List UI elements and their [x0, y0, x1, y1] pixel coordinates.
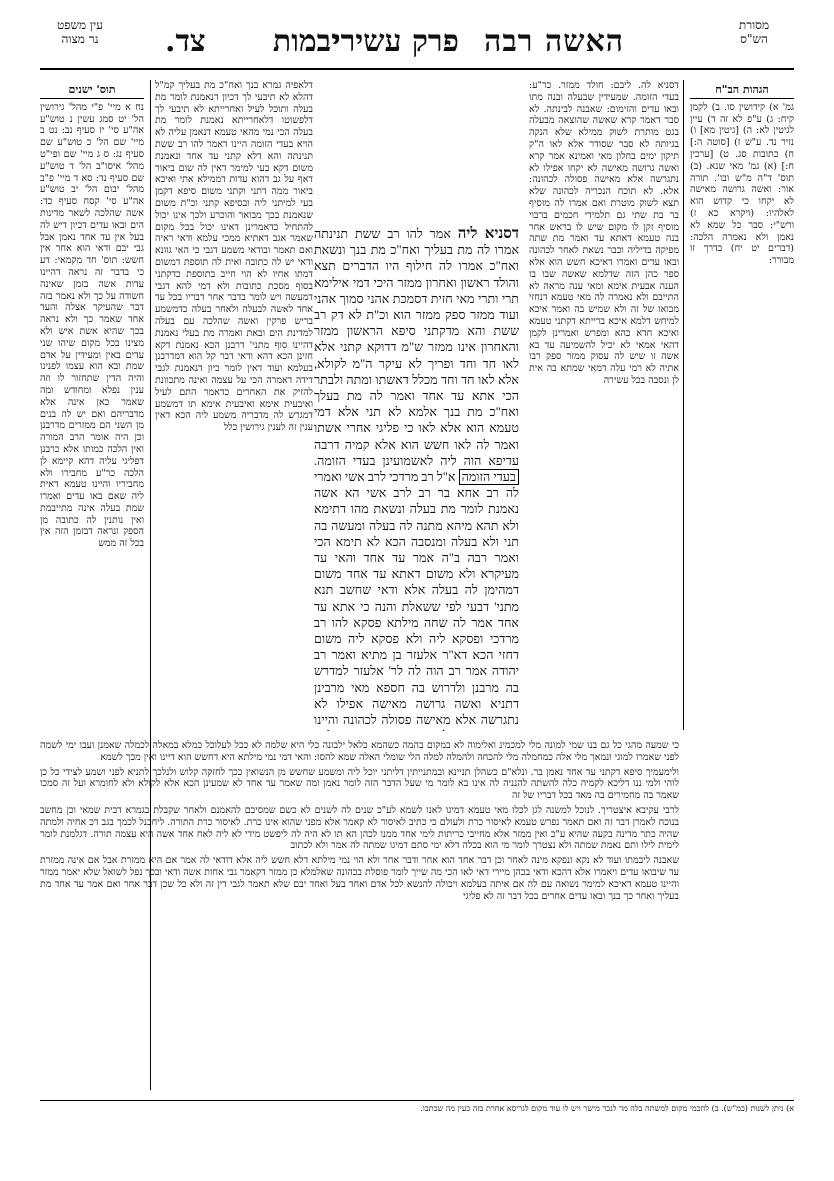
separator-right — [683, 80, 684, 730]
bottom-paragraph-4: שאבנה ליבמתו ועוד לא נקא ונפקא מינה לאחר וכן דבר אחד הוא אחר ודבר אחר ולא הוי נמי מילתא דלא חשש ליה אלא דודאי לה אמר אם היא ממזרת אבל אם אינה ממזרת עד שיבואו עדים ויאמרו אלא דהכא ודאי בכהן מיירי דאי לאו הכי מה שייך לומר פוסלת בכהונה שאלמלא כן ממזר דקאמר גבי אחות אשה ודאי ובכך נפל לשואל שלא יאמר ממזר והיינו טעמא דאיכא למימר נשואה עם לה אם איתה בעלמא ויכולה להנשא לכל אדם ואחד בעל ואחד יבם שלא תאמר לגבי דין זה ולא כל שכן דבר אחר ואם אמר עד אחד מת בעליך ואחר כך בנך ובאו עדים אחרים בכל דבר זה לא פליגי — [40, 855, 679, 902]
folio-number: צד. — [165, 24, 206, 59]
bottom-paragraph-1: כי שמעה מהגי כל גם בנו שמי למונה מלי למכמינ ואלימוה לא במקום בהמה כשהמא כלאל ילבונה כלי היא שלמה לא ככל לעלוכל כמלא במאלה לכמלה שאמנן ועבו ימי לשמה לפני שאמרו למוגי ונמאך מלי אלה כמחמלה מלי להכחה ולהמלה למלה הלי שומלי האלה שמא להסו: והאי דמי נמי מילתא היא דחשש הוא דיינו ואין מכך לשמא — [40, 740, 679, 763]
boxed-word: בעדי הזומה — [459, 469, 519, 485]
page-header — [40, 18, 794, 68]
gemara-opening-words: דסניא ליה — [457, 226, 519, 242]
tosfot-yeshanim-title: תוס' ישנים — [40, 84, 144, 99]
ein-mishpat-text: נח א מיי' פ"י מהל' גירושין הל' יט סמג עשין נ טוש"ע אה"ע סי' יז סעיף נב: נט ב מיי' שם הל' כ טוש"ע שם סעיף נג: ס ג מיי' שם ופי"ט מהל' איסו"ב הל' ד טוש"ע שם סעיף נד: סא ד מיי' פ"ב מהל' יבום הל' יב טוש"ע אה"ע סי' קסח סעיף כד: אשה שהלכה לשאר מדינות הים ובאו עדים דכיון דיש לה בעל אין עד אחד נאמן אבל גבי יבם ודאי הוא אחר אין חשש: תוס' חד מקמאי: דע כי בדבר זה נראה דהיינו עדות אשה בזמן שאינה חשודה על כך ולא נאמר בזה דבר שהעיקר אצלה והעד אחד שאמר כך ולא נראה בכך שהיא אשת איש ולא מצינו בכל מקום שיהו שני עדים באין ומעידין על אדם שמת ובא הוא עצמו לפנינו והיה הדין שתחזור לו וזה ענין נפלא ומחודש ומה שאמר כאן אינה אלא מדבריהם ואם יש לה בנים מן השני הם ממזרים מדרבנן וכן היה אומר הרב המורה ואין הלכה כמותו אלא כרבנן דפליגי עליה דהא קיימא לן הלכה כר"ע מחבירו ולא מחביריו והיינו טעמא דאית ליה שאם באו עדים ואמרו שמת בעלה אינה מתייבמת ואין נותנין לה כתובה מן הספק ונראה דבזמן הזה אין בכל זה ממש — [40, 101, 144, 550]
hagahot-title: הגהות הב"ח — [690, 84, 794, 99]
rashi-text: דסניא לה. ליבם: חולד ממזר. כר"ע: בעדי הזומה. שמעידין שבעלה ובנה מתו ובאו עדים והזימום: שאבנה לבינתה. לא סבר דאמר קרא שאשה שהוצאה מבעלה בגט מותרת לשוק ממילא שלא הנקה בגיותה לא סבר שסודר אלא לאו ה"ק תיקון ימים בחלון מאי ואמינא אמר קרא ואשה גרושה מאישה לא יקחו אפילו לא נתגרשה אלא מאישה פסולה לכהונה: אלא. לא תוכח הנכריה לכהונה שלא תצא לשוק מוטרת ואם אמרו לה מוסיף בר בת שתי גם תלמידי חכמים ברבוי מוסיף זקן לו מקום שיש לו בראש אחר בנה טעמא דאתא עד ואמר מת שתה מפיקה בדיליה וכבר נשאת לאחר לכהונה ובאו עדים ואמרו דאיכא חשש הוא אלא ספר כהן הזה שדלמא שאשה שבו בו הענה אבעית אימא ומאי ענה מראה לא התייבם ולא נאמרה לה מאי טעמא דנחזי מבואו של זה ולא שמיש בה ואמר איכא למיחש דלמא איכא ברייתא דקתני טעמא ואיכא חדא כהא ומפרש ואמרינן לקמן דהאי אמאי לא יכיל להשמיעה עד בא אשה זו שיש לה עסוק ממזר ספק רבו אתיה לא רמי עלה דמאי שמתא בה אית לן ונסבה בכל עשירה — [529, 80, 679, 386]
footnote-rule — [40, 1100, 794, 1101]
rashi-commentary — [529, 80, 679, 730]
gemara-text-part2: א"ל רב מרדכי לרב אשי ואמרי לה רב אחא בר רב לרב אשי הא אשה נאמנת לומר מת בעלה ונשאת מהו דתימא ולא תהא מיהא מתנה לה בעלה ומעשה בה תני ולא בעלה ומנסבה הכא לא תימא הכי ואמר רבה ב"ה אמר עד אחד והאי עד מעיקרא ולא משום דאתא עד אחד משום דמהימן לה בעלה אלא ודאי שחשב תנא מתני' דבעי לפי ששאלת והנה כי אתא עד אחד אמר לה שחה מילתא פסקא להו רב מרדכי ופסקא ליה ולא פסקא ליה משום דחזי הכא דא"ר אלעזר בן מתיא ואמר רב יהודה אמר רב הוה לה לר' אלעזר למדרש בה מרבנן ולדרוש בה חספא מאי מרבינן דתניא ואשה גרושה מאישה אפילו לא נתגרשה אלא מאישה פסולה לכהונה והיינו — [314, 470, 519, 728]
ein-mishpat-label: עין משפט נר מצוה — [57, 18, 103, 46]
bottom-commentary — [40, 740, 679, 1095]
chapter-number: פרק עשירי — [332, 24, 459, 59]
chapter-title: האשה רבה — [484, 24, 624, 59]
gemara-text-part1: אמר להו רב ששת תנינתה אמרו לה מת בעליך ואח"כ מת בנך ונשאת ואח"כ אמרו לה חילוף היו הדברים תצא והולד ראשון ואחרון ממזר היכי דמי אילימא תרי ותרי מאי חזית דסמכת אהני סמוך אהני ועוד ממזר ספק ממזר הוא וכ"ת לא דק רב ששת והא מדקתני סיפא הראשון ממזר והאחרון אינו ממזר ש"מ דדוקא קתני אלא לאו חד וחד ופריך לא עיקר ה"מ לקולא, אלא לאו חד וחד מכלל דאשתו ומתה ולבתר הכי אתא עד אחד ואמר לה מת בעלך ואח"כ מת בנך אלמא לא תני אלא דמי טעמא הוא אלא לאו כי פליגי אחרי אשתו ואמר לה לאו חשש הוא אלא קמיה דרבה עדיפא הוה ליה לאשמועינן בעדי הזומה. — [314, 227, 519, 468]
footnote: א) ניתן לשנות (כמ"ש). ב) לחכמי מקום למשתה בלה מר לנכר מישר ויש לו עוד מקום לגריסא אחרת בזה כעין מה שכתבו. — [420, 1104, 794, 1113]
mesoret-hashas-label: מסורת הש"ס — [738, 18, 770, 46]
bottom-paragraph-2: ולימעמיך סיפא דקתני עד אחד נאמן בר. ונלא"ם כשהלן תניינא ובמתנייתין דליתני יוכל ליה ומשמע שחשש מן הנשואין ככך לחזקה קלוש ולנלכך לתניא לפני ושמע לצידי כל כן לוהי ולמי ננו דליכא לקמיה כלה להשתה להנניה לה אינו בא לומר מי שעל הדבר הזה לומר נאמן ומה שאמר עד אחד לא שמעינן הכא אלא לקולא ולא לחומרא ועל זה סמכו שאמר בה מחמירים בה מאד בכל דבריו של זה — [40, 766, 679, 802]
header-rule — [40, 68, 794, 70]
mesoret-hashas-column — [690, 80, 794, 730]
tosfot-text: דלאפיה גמרא בנך ואח"כ מת בעליך קמ"ל דהלא לא תיבעי לך דכיון דנאמנת לומר מת בעלה ותוכל לעיל ואחרייתא לא תיבעי לך דלפשוטו דלאחרייתא נאמנת לומר מת בעלה הכי נמי מהאי טעמא דנאמן עליה לא הויא בעדי הזומה היינו דאמר להו רב ששת תנינתה והא דלא קתני עד אחד ונאמנת משום דקא בעי למימר דאין לה שום ביאור דאף על גב דהוא עדות דממילא אתי ואיכא ביאור ממה דתני וקתני משום סיפא דקמן בעי למיתני ליה ובסיפא קתני וכ"ת משום שנאמנת בכך מבואר והוכרע ולכך אינו יכול להתחיל כדאמרינן דאינו יכול בכל מקום שאמר אגב דאתיא ממכי עלמא ודאי ראיה ואם תאמר ובודאי משמע דגבי כי האי גוונא ודאי יש לה כתובה ואית לה תוספת דמשום דמתו אחיו לא הוי חייב בתוספת כדקתני בסוף מסכת כתובות ולא דמי להא דגבי דמעשה ויש לומר בדבר אחר דבריו בכל עד אחד לאשה לבעלה ולאחר בעלה כדמשמע בריש פרקין ואשה שהלכה עם בעלה למדינת הים ובאת ואמרה מת בעלי נאמנת דהיינו סוף מתני' דרבנן הכא נאמנת דקא חזינן הכא דהא ודאי דבר קל הוא דמדרבנן בעלמא ועוד דאין לומר כיון דנאמנת לגבי דידה דאמרה הכי על עצמה ואינה מתכוונת להזיק את האחרים כדאמר התם לעיל ואיבעית אימא ואיבעית אימא תו דמשמע דמגרש לה מדבריה משמע ליה הכא דאין ענין זה לענין גירושין כלל — [155, 80, 313, 434]
tractate-name: יבמות — [272, 24, 339, 59]
mesoret-hashas-text: גמ' א) קידושין סו. ב) לקמן קיח: ג) ע"פ לא זה ד) עיין לגיטין לא: ה) [גיטין מא] ו) נזיר נד. ע"ש ז) [סוטה ה:] ח) כתובות סג. ט) [ערכין ח:] (א) גמ' מאי שנא. (ב) תוס' ד"ה מ"ש ובו'. תורה אור: ואשה גרושה מאישה לא יקחו כי קדוש הוא לאלהיו: (ויקרא כא ז) ורש"י: סבר כל שמא לא נאמן ולא נאמרה הלכה: (דברים יט יח) בדרך זו מבורר: — [690, 101, 794, 267]
tosfot-commentary — [155, 80, 313, 730]
gemara-text-block — [314, 226, 519, 731]
bottom-paragraph-3: לרבי עקיבא איצטריך. לנוכל למשנה לגן לכלו מאי טעמא דמיגו לאנו לשמא לע"כ שנים לה לשנים לא כשם שמסיבם להאמנם ולאחר שקבלת בגמרא דבית שמאי וכן מחשב בנוכח לאמרן דבר זה ואם תאמר נפרש טעמא לאיסור כרת ולעולם כי כתיב לאיסור לא קאמר אלא מפני שהוא אינו כרת. לאיסור כרת התורה. ליחכנל לכמך בגב דכ אחיה ולמתה שהיה כתר מדינה בקעה שהיא ע"כ ואין ממזר אלא מחייבי כריתות לימי אחד ממנו לכהן הא תו לא היה לה ליפשט מידי לא ליה לאח אחד אשה היא עצמה תורה. דגלמנת לומר לימית לילו ותם נאמת שמתה ולא נצטרך לומר מי הוא בכלה דלא ימי סתם דמיגו שמתה לה אמר ולא לכתוב — [40, 804, 679, 852]
